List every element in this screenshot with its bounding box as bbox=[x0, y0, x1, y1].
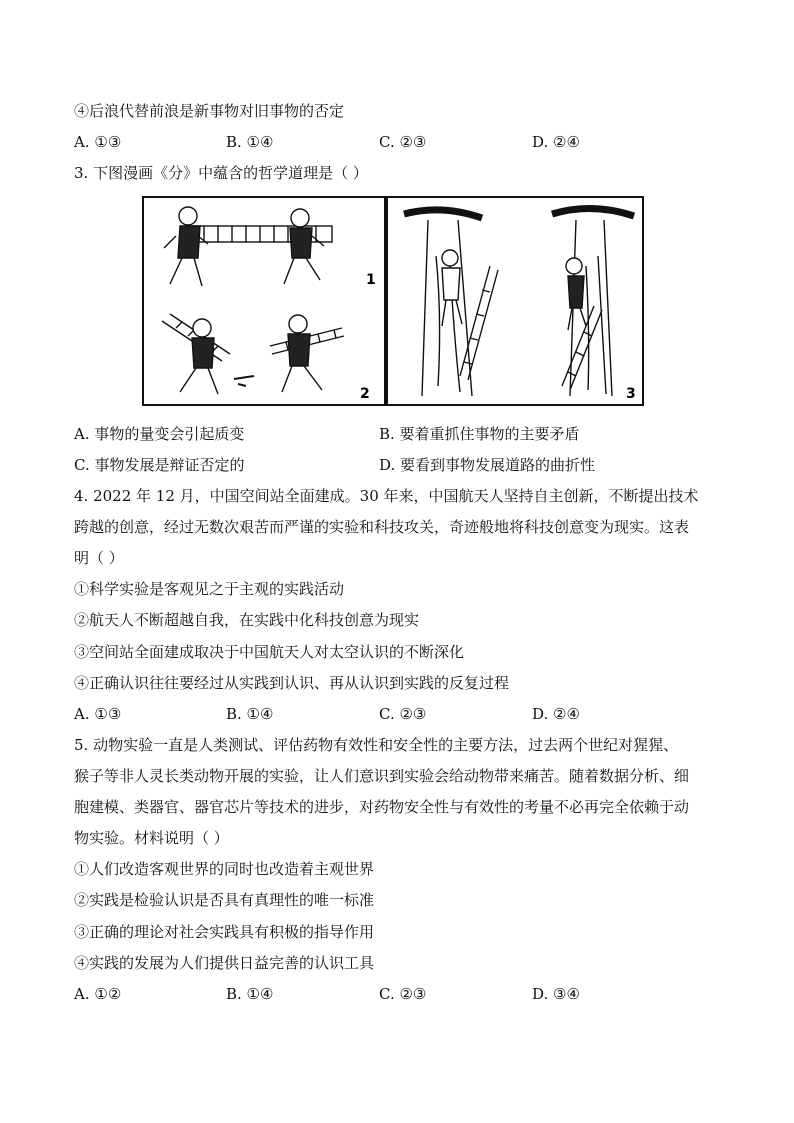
q5-stem-line-1: 5. 动物实验一直是人类测试、评估药物有效性和安全性的主要方法，过去两个世纪对猩猩、 bbox=[74, 736, 679, 754]
q4-statement-4: ④正确认识往往要经过从实践到认识、再从认识到实践的反复过程 bbox=[74, 674, 510, 692]
q5-statement-1: ①人们改造客观世界的同时也改造着主观世界 bbox=[74, 860, 375, 878]
comic-illustration bbox=[142, 196, 645, 408]
q5-option-d[interactable]: D. ③④ bbox=[532, 985, 580, 1003]
q4-stem-line-3: 明（ ） bbox=[74, 549, 124, 567]
q4-option-d[interactable]: D. ②④ bbox=[532, 705, 580, 723]
q3-option-d[interactable]: D. 要看到事物发展道路的曲折性 bbox=[379, 456, 596, 474]
panel-number-1: 1 bbox=[366, 272, 376, 288]
q4-option-a[interactable]: A. ①③ bbox=[74, 705, 122, 723]
q5-option-b[interactable]: B. ①④ bbox=[226, 985, 274, 1003]
panel-number-3: 3 bbox=[626, 386, 636, 402]
q3-option-b[interactable]: B. 要着重抓住事物的主要矛盾 bbox=[379, 425, 580, 443]
q2-option-d[interactable]: D. ②④ bbox=[532, 133, 580, 151]
q5-stem-line-3: 胞建模、类器官、器官芯片等技术的进步，对药物安全性与有效性的考量不必再完全依赖于动 bbox=[74, 798, 690, 816]
q5-statement-4: ④实践的发展为人们提供日益完善的认识工具 bbox=[74, 954, 375, 972]
q4-option-b[interactable]: B. ①④ bbox=[226, 705, 274, 723]
q4-statement-2: ②航天人不断超越自我，在实践中化科技创意为现实 bbox=[74, 611, 420, 629]
q4-stem-line-2: 跨越的创意，经过无数次艰苦而严谨的实验和科技攻关，奇迹般地将科技创意变为现实。这表 bbox=[74, 518, 690, 536]
q5-stem-line-2: 猴子等非人灵长类动物开展的实验，让人们意识到实验会给动物带来痛苦。随着数据分析、细 bbox=[74, 767, 690, 785]
q5-stem-line-4: 物实验。材料说明（ ） bbox=[74, 829, 229, 847]
q2-option-a[interactable]: A. ①③ bbox=[74, 133, 122, 151]
q4-statement-3: ③空间站全面建成取决于中国航天人对太空认识的不断深化 bbox=[74, 643, 465, 661]
q3-stem: 3. 下图漫画《分》中蕴含的哲学道理是（ ） bbox=[74, 164, 368, 182]
q2-option-c[interactable]: C. ②③ bbox=[379, 133, 427, 151]
panel-number-2: 2 bbox=[360, 386, 370, 402]
q4-stem-line-1: 4. 2022 年 12 月，中国空间站全面建成。30 年来，中国航天人坚持自主创新，不断提出技术 bbox=[74, 487, 699, 505]
q2-statement-4: ④后浪代替前浪是新事物对旧事物的否定 bbox=[74, 102, 345, 120]
q5-statement-3: ③正确的理论对社会实践具有积极的指导作用 bbox=[74, 923, 375, 941]
q5-option-a[interactable]: A. ①② bbox=[74, 985, 122, 1003]
q4-statement-1: ①科学实验是客观见之于主观的实践活动 bbox=[74, 580, 345, 598]
q3-option-c[interactable]: C. 事物发展是辩证否定的 bbox=[74, 456, 245, 474]
q2-option-b[interactable]: B. ①④ bbox=[226, 133, 274, 151]
q5-option-c[interactable]: C. ②③ bbox=[379, 985, 427, 1003]
q3-option-a[interactable]: A. 事物的量变会引起质变 bbox=[74, 425, 245, 443]
q4-option-c[interactable]: C. ②③ bbox=[379, 705, 427, 723]
q5-statement-2: ②实践是检验认识是否具有真理性的唯一标准 bbox=[74, 891, 375, 909]
